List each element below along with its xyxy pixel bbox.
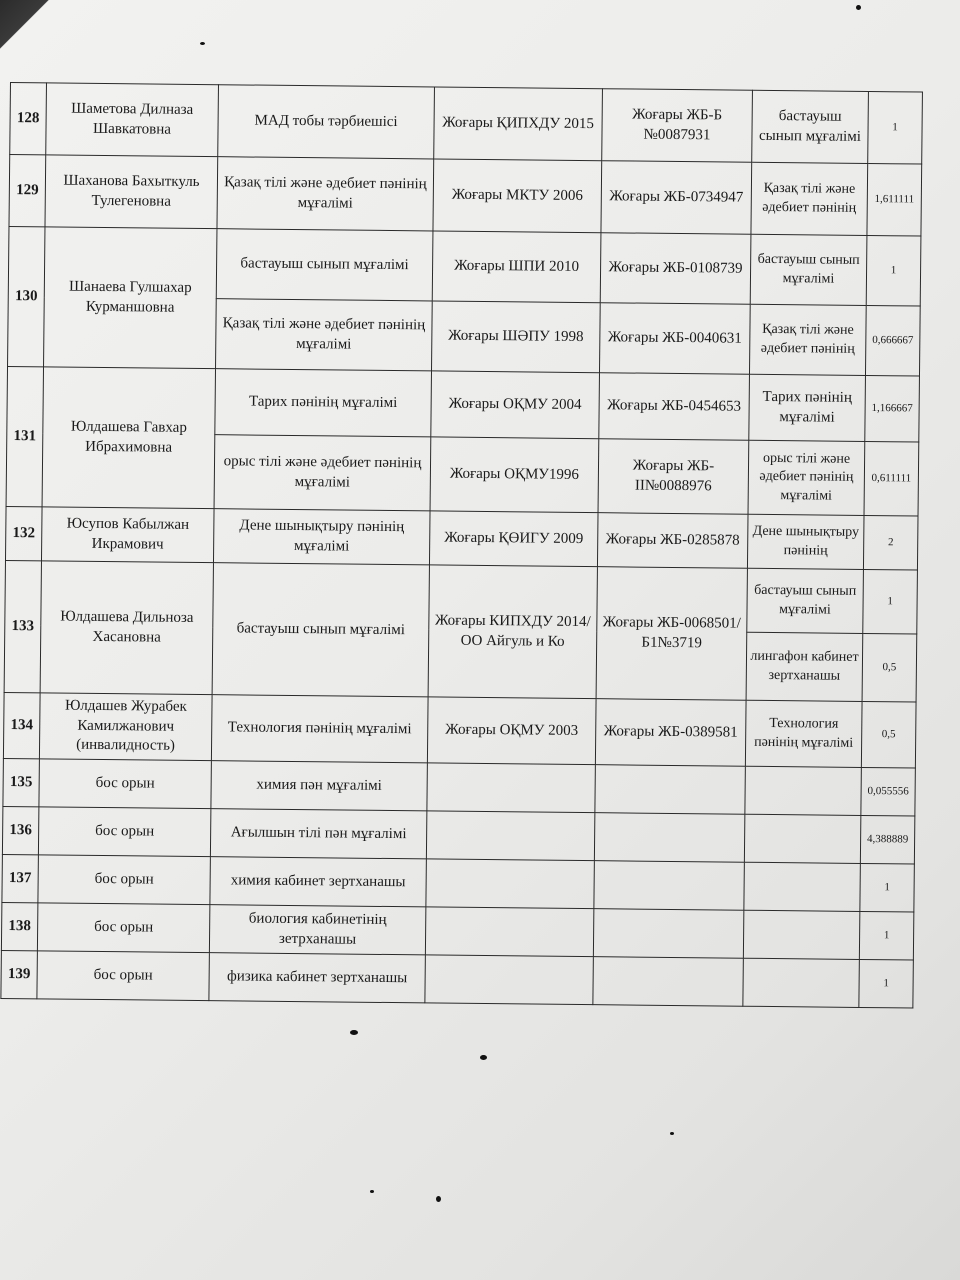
diploma-cell: Жоғары ЖБ-0285878 bbox=[597, 513, 748, 569]
education-cell: Жоғары ОҚМУ1996 bbox=[430, 437, 599, 513]
row-number: 133 bbox=[4, 560, 41, 692]
teacher-name: бос орын bbox=[37, 903, 209, 953]
table-row bbox=[8, 226, 921, 306]
scan-speck bbox=[670, 1132, 674, 1135]
page-corner-shadow bbox=[0, 0, 60, 60]
education-cell bbox=[425, 907, 593, 957]
position-cell: Қазақ тілі және әдебиет пәнінің мұғалімі bbox=[216, 299, 433, 371]
category-cell: бастауыш сынып мұғалімі bbox=[750, 234, 867, 305]
position-cell: бастауыш сынып мұғалімі bbox=[212, 563, 429, 697]
category-cell: лингафон кабинет зертханашы bbox=[746, 632, 863, 701]
scan-speck bbox=[436, 1196, 441, 1202]
category-cell bbox=[745, 766, 861, 815]
category-cell: бастауыш сынып мұғалімі bbox=[752, 90, 869, 163]
teacher-name: Юсупов Кабылжан Икрамович bbox=[41, 507, 214, 563]
load-cell: 1 bbox=[859, 959, 913, 1008]
diploma-cell: Жоғары ЖБ-0734947 bbox=[601, 161, 752, 235]
row-number: 134 bbox=[3, 692, 40, 758]
category-cell bbox=[744, 814, 860, 863]
table-row bbox=[5, 506, 918, 570]
table-row bbox=[9, 155, 922, 237]
load-cell: 1,166667 bbox=[865, 375, 920, 442]
position-cell: орыс тілі және әдебиет пәнінің мұғалімі bbox=[214, 435, 431, 511]
scan-speck bbox=[350, 1030, 358, 1035]
position-cell: Дене шынықтыру пәнінің мұғалімі bbox=[213, 509, 430, 565]
position-cell: бастауыш сынып мұғалімі bbox=[216, 229, 433, 301]
education-cell bbox=[427, 763, 595, 813]
load-cell: 1,611111 bbox=[867, 163, 922, 236]
diploma-cell bbox=[595, 765, 745, 815]
table-row bbox=[1, 950, 913, 1008]
diploma-cell: Жоғары ЖБ-ІІ№0088976 bbox=[598, 439, 749, 515]
education-cell bbox=[426, 859, 594, 909]
category-cell bbox=[743, 910, 859, 959]
position-cell: МАД тобы тәрбиешісі bbox=[218, 85, 435, 159]
row-number: 131 bbox=[6, 366, 43, 506]
load-cell: 1 bbox=[868, 91, 923, 164]
position-cell: биология кабинетінің зетрханашы bbox=[209, 905, 425, 955]
diploma-cell: Жоғары ЖБ-0108739 bbox=[600, 233, 751, 305]
scan-speck bbox=[480, 1055, 487, 1060]
diploma-cell: Жоғары ЖБ-0454653 bbox=[599, 373, 750, 441]
row-number: 136 bbox=[2, 806, 39, 854]
teacher-name: Шанаева Гулшахар Курманшовна bbox=[44, 227, 217, 369]
teacher-name: Юлдашева Гавхар Ибрахимовна bbox=[42, 367, 215, 509]
category-cell: Технология пәнінің мұғалімі bbox=[745, 700, 862, 767]
row-number: 132 bbox=[5, 506, 42, 560]
scan-speck bbox=[200, 42, 205, 45]
load-cell: 1 bbox=[866, 235, 921, 306]
category-cell: Қазақ тілі және әдебиет пәнінің bbox=[749, 304, 866, 375]
teacher-name: Юлдашев Журабек Камилжанович (инвалидность) bbox=[39, 693, 212, 761]
position-cell: Қазақ тілі және әдебиет пәнінің мұғалімі bbox=[217, 157, 434, 231]
category-cell: орыс тілі және әдебиет пәнінің мұғалімі bbox=[748, 440, 865, 515]
category-cell: Тарих пәнінің мұғалімі bbox=[749, 374, 866, 441]
load-cell: 0,5 bbox=[861, 701, 916, 768]
load-cell: 1 bbox=[863, 569, 918, 634]
education-cell: Жоғары ҚӨИГУ 2009 bbox=[429, 511, 598, 567]
teacher-name: бос орын bbox=[37, 951, 209, 1001]
position-cell: Ағылшын тілі пән мұғалімі bbox=[210, 809, 426, 859]
load-cell: 0,5 bbox=[862, 633, 917, 702]
position-cell: Тарих пәнінің мұғалімі bbox=[215, 369, 432, 437]
category-cell: Дене шынықтыру пәнінің bbox=[747, 514, 864, 569]
category-cell: Қазақ тілі және әдебиет пәнінің bbox=[751, 162, 868, 235]
position-cell: химия пән мұғалімі bbox=[211, 761, 427, 811]
load-cell: 0,666667 bbox=[865, 305, 920, 376]
position-cell: Технология пәнінің мұғалімі bbox=[211, 695, 428, 763]
teacher-name: бос орын bbox=[38, 807, 210, 857]
teacher-name: бос орын bbox=[39, 759, 211, 809]
staff-table bbox=[0, 82, 923, 1009]
table-row bbox=[3, 692, 916, 768]
position-cell: химия кабинет зертханашы bbox=[210, 857, 426, 907]
education-cell: Жоғары ОҚМУ 2004 bbox=[431, 371, 600, 439]
diploma-cell bbox=[594, 861, 744, 911]
row-number: 128 bbox=[10, 83, 47, 155]
row-number: 130 bbox=[8, 226, 45, 366]
education-cell: Жоғары МКТУ 2006 bbox=[433, 159, 602, 233]
table-row bbox=[5, 560, 918, 634]
education-cell: Жоғары КИПХДУ 2014/ ОО Айгуль и Ко bbox=[428, 565, 597, 699]
education-cell: Жоғары ОҚМУ 2003 bbox=[427, 697, 596, 765]
row-number: 138 bbox=[1, 902, 38, 950]
scan-speck bbox=[856, 5, 861, 10]
row-number: 137 bbox=[2, 854, 39, 902]
scan-speck bbox=[370, 1190, 374, 1193]
teacher-name: бос орын bbox=[38, 855, 210, 905]
load-cell: 1 bbox=[859, 911, 913, 960]
position-cell: физика кабинет зертханашы bbox=[209, 953, 425, 1003]
row-number: 139 bbox=[1, 950, 38, 998]
education-cell: Жоғары ҚИПХДУ 2015 bbox=[434, 87, 603, 161]
diploma-cell: Жоғары ЖБ-Б №0087931 bbox=[602, 89, 753, 163]
diploma-cell bbox=[593, 957, 743, 1007]
category-cell bbox=[744, 862, 860, 911]
load-cell: 1 bbox=[860, 863, 914, 912]
teacher-name: Юлдашева Дильноза Хасановна bbox=[40, 561, 213, 695]
diploma-cell: Жоғары ЖБ-0389581 bbox=[595, 699, 746, 767]
category-cell bbox=[743, 958, 859, 1007]
diploma-cell: Жоғары ЖБ-0040631 bbox=[599, 303, 750, 375]
education-cell: Жоғары ШӘПУ 1998 bbox=[431, 301, 600, 373]
education-cell: Жоғары ШПИ 2010 bbox=[432, 231, 601, 303]
table-row bbox=[7, 366, 920, 442]
load-cell: 0,055556 bbox=[861, 767, 915, 816]
teacher-name: Шаханова Бахыткуль Тулегеновна bbox=[45, 155, 218, 229]
row-number: 135 bbox=[3, 758, 40, 806]
teacher-name: Шаметова Дилназа Шавкатовна bbox=[46, 83, 219, 157]
load-cell: 4,388889 bbox=[860, 815, 914, 864]
diploma-cell bbox=[594, 813, 744, 863]
diploma-cell bbox=[593, 909, 743, 959]
load-cell: 0,611111 bbox=[864, 441, 919, 516]
education-cell bbox=[425, 955, 593, 1005]
education-cell bbox=[426, 811, 594, 861]
row-number: 129 bbox=[9, 155, 46, 227]
category-cell: бастауыш сынып мұғалімі bbox=[747, 568, 864, 633]
load-cell: 2 bbox=[863, 515, 918, 570]
diploma-cell: Жоғары ЖБ-0068501/ Б1№3719 bbox=[596, 567, 747, 701]
table-row bbox=[10, 83, 923, 165]
